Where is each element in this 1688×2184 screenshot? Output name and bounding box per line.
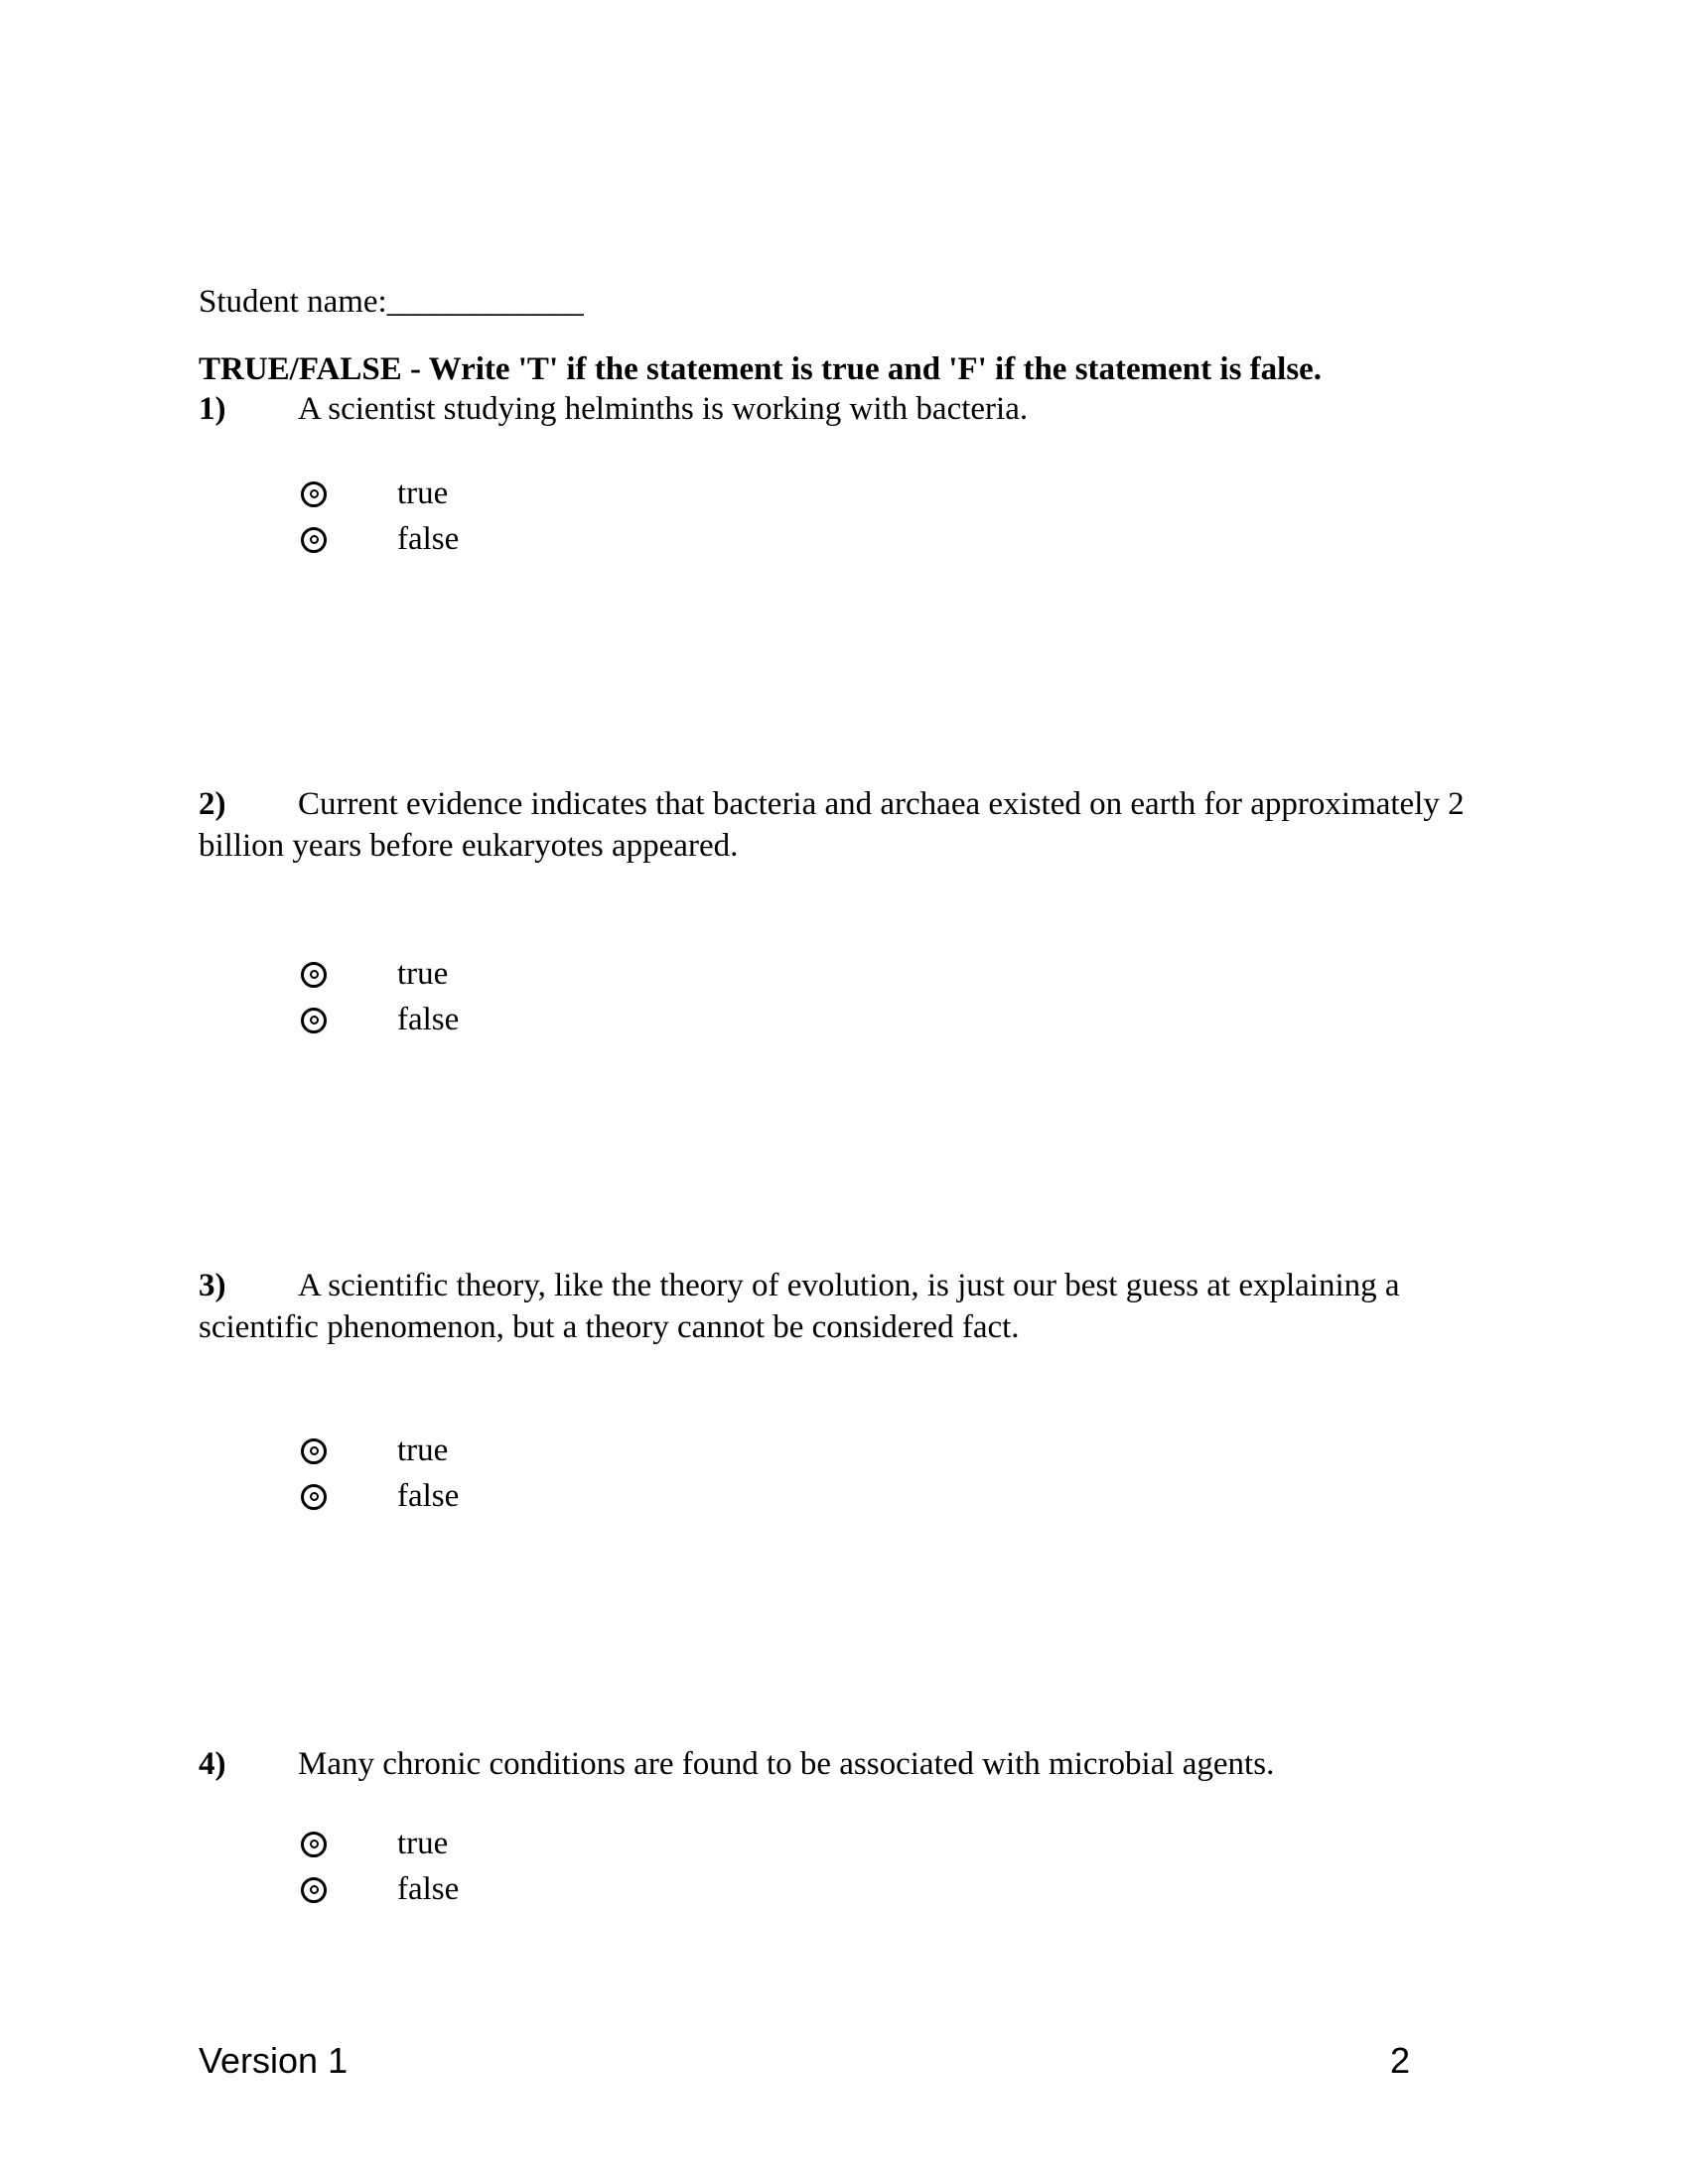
option-label: false: [397, 1478, 460, 1514]
radio-dot-icon: [310, 970, 319, 979]
option-label: true: [397, 1826, 449, 1861]
footer-page-number: 2: [1390, 2040, 1411, 2081]
footer-version-label: Version 1: [199, 2040, 349, 2081]
radio-dot-icon: [310, 489, 319, 498]
question-3-option-true: [199, 1428, 794, 1474]
radio-button-icon[interactable]: [301, 1008, 327, 1033]
student-name-line: Student name:____________: [199, 284, 584, 320]
option-label: true: [397, 1433, 449, 1468]
question-4: [199, 1743, 1489, 1785]
question-3-text-line-2: scientific phenomenon, but a theory cannot be considered fact.: [199, 1309, 1020, 1345]
radio-button-icon[interactable]: [301, 481, 327, 507]
question-2-text-line-1: Current evidence indicates that bacteria and archaea existed on earth for approximately 2: [298, 786, 1465, 822]
radio-dot-icon: [310, 1016, 319, 1024]
option-label: false: [397, 1871, 460, 1907]
radio-button-icon[interactable]: [301, 962, 327, 988]
question-2: [199, 783, 1489, 867]
option-label: false: [397, 521, 460, 557]
question-3-number: 3): [199, 1268, 226, 1303]
question-3-option-false: [199, 1473, 794, 1520]
question-4-option-true: [199, 1821, 794, 1867]
question-4-number: 4): [199, 1746, 226, 1782]
question-3-text-line-1: A scientific theory, like the theory of evolution, is just our best guess at explaining a: [298, 1268, 1400, 1303]
option-label: false: [397, 1002, 460, 1037]
question-2-text-line-2: billion years before eukaryotes appeared.: [199, 828, 739, 864]
question-4-text-line-1: Many chronic conditions are found to be associated with microbial agents.: [298, 1746, 1275, 1782]
radio-button-icon[interactable]: [301, 1438, 327, 1464]
radio-dot-icon: [310, 1840, 319, 1848]
question-1-text-line-1: A scientist studying helminths is working with bacteria.: [298, 391, 1029, 427]
question-1-option-false: [199, 516, 794, 563]
radio-dot-icon: [310, 535, 319, 544]
option-label: true: [397, 956, 449, 992]
question-4-option-false: [199, 1866, 794, 1913]
radio-button-icon[interactable]: [301, 1877, 327, 1903]
question-1-option-true: [199, 471, 794, 517]
question-1-number: 1): [199, 391, 226, 427]
option-label: true: [397, 476, 449, 511]
radio-button-icon[interactable]: [301, 1484, 327, 1510]
question-3: [199, 1265, 1489, 1348]
section-header: TRUE/FALSE - Write 'T' if the statement is true and 'F' if the statement is false.: [199, 351, 1323, 387]
radio-dot-icon: [310, 1492, 319, 1501]
question-2-option-true: [199, 951, 794, 998]
radio-dot-icon: [310, 1885, 319, 1894]
radio-dot-icon: [310, 1446, 319, 1455]
question-2-option-false: [199, 997, 794, 1043]
question-1: [199, 388, 1489, 430]
question-2-number: 2): [199, 786, 226, 822]
radio-button-icon[interactable]: [301, 527, 327, 553]
radio-button-icon[interactable]: [301, 1832, 327, 1857]
